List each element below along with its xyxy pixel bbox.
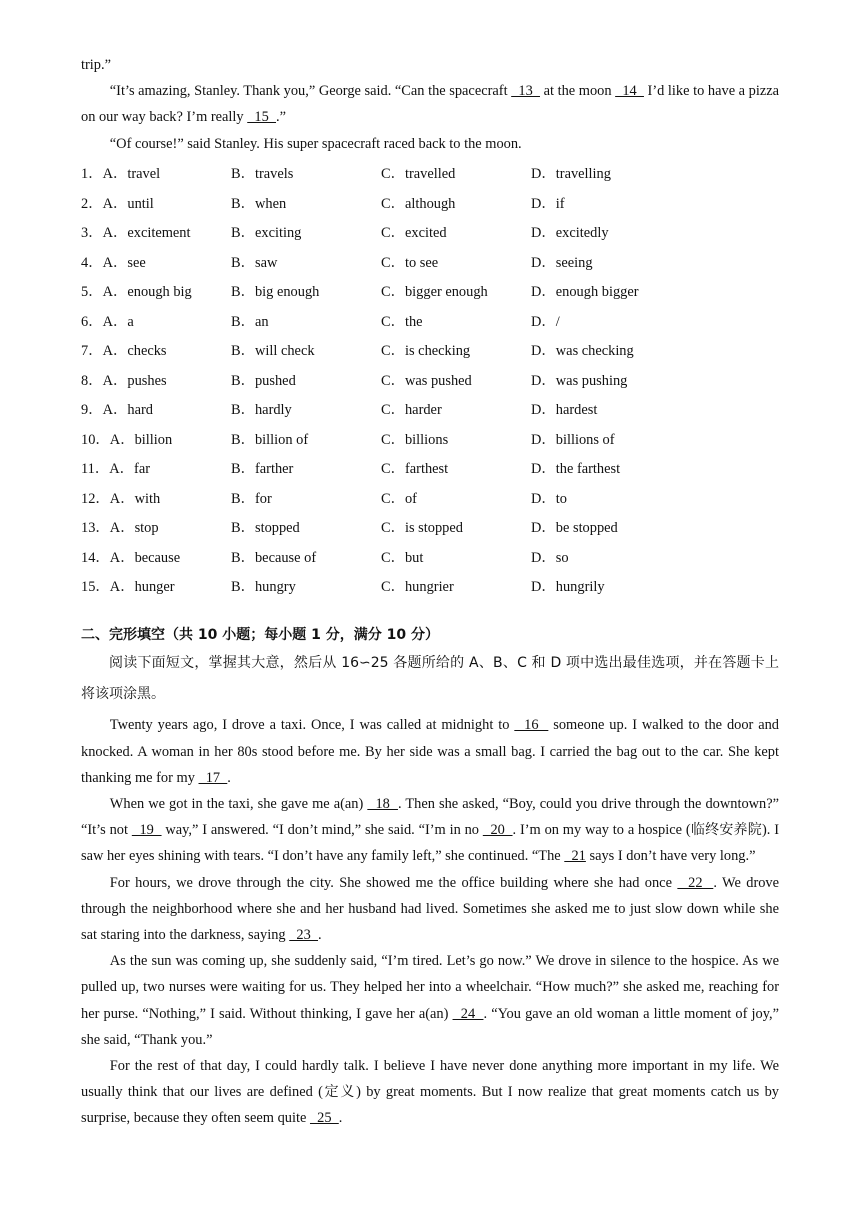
option-group-first	[81, 575, 231, 596]
question-number: 15．	[81, 579, 110, 596]
text: When we got in the taxi, she gave me a(an)	[109, 795, 368, 812]
option-d: D．billions of	[531, 431, 615, 448]
passage1-last-line: “Of course!” said Stanley. His super spacecraft raced back to the moon.	[109, 135, 522, 152]
option-a: A．because	[109, 549, 181, 566]
question-number: 4．	[81, 254, 103, 271]
option-group-first	[81, 516, 231, 537]
option-c: C．of	[381, 490, 417, 507]
option-b: B．billion of	[231, 431, 309, 448]
options-list	[81, 158, 779, 601]
option-c: C．harder	[381, 402, 442, 419]
option-b: B．stopped	[231, 520, 300, 537]
option-row-8	[81, 364, 779, 394]
option-a: A．a	[102, 313, 134, 330]
section-instruction: 阅读下面短文，掌握其大意，然后从 16∽25 各题所给的 A、B、C 和 D 项中选出最佳选项，并在答题卡上将该项涂黑。	[81, 655, 779, 703]
option-b: B．hungry	[231, 579, 296, 596]
option-c: C．excited	[381, 225, 447, 242]
text: .”	[276, 109, 287, 126]
text: way,” I answered. “I don’t mind,” she said. “I’m in no	[161, 822, 483, 839]
text: .	[318, 926, 322, 943]
option-d: D．/	[531, 313, 560, 330]
blank-17: 17	[198, 769, 228, 786]
option-group-first	[81, 162, 231, 183]
text: For hours, we drove through the city. She showed me the office building where she had once	[109, 874, 678, 891]
question-number: 9．	[81, 402, 103, 419]
option-b: B．big enough	[231, 284, 320, 301]
option-b: B．when	[231, 195, 287, 212]
option-row-10	[81, 423, 779, 453]
question-number: 3．	[81, 225, 103, 242]
chinese-gloss: 临终安养院	[690, 822, 763, 839]
option-row-11	[81, 453, 779, 483]
option-c: C．farthest	[381, 461, 449, 478]
text: says I don’t have very long.”	[585, 848, 756, 865]
option-a: A．far	[109, 461, 151, 478]
text: As the sun was coming up, she suddenly said, “I’m tired. Let’s go now.” We drove in silence to the hospice. As we pulled up, two nurses were waiting for us. They helped her into a wheelchair. “How much?” she asked me, reaching for her purse. “Nothing,” I said. Without thinking, I gave her a(an)	[81, 953, 779, 1022]
option-c: C．was pushed	[381, 372, 472, 389]
question-number: 11．	[81, 461, 110, 478]
option-a: A．stop	[109, 520, 159, 537]
option-b: B．hardly	[231, 402, 292, 419]
option-row-6	[81, 305, 779, 335]
blank-20: 20	[482, 822, 513, 839]
question-number: 2．	[81, 195, 103, 212]
option-c: C．to see	[381, 254, 439, 271]
option-c: C．bigger enough	[381, 284, 488, 301]
chinese-gloss: 定义	[322, 1084, 357, 1101]
option-c: C．the	[381, 313, 423, 330]
passage1-line1: trip.”	[81, 57, 111, 73]
option-d: D．enough bigger	[531, 284, 639, 301]
option-row-7	[81, 335, 779, 365]
section-title: 二、完形填空（共 10 小题；每小题 1 分，满分 10 分）	[81, 627, 439, 644]
option-row-3	[81, 217, 779, 247]
option-row-4	[81, 246, 779, 276]
blank-22: 22	[677, 874, 714, 891]
option-a: A．with	[109, 490, 161, 507]
option-a: A．hard	[102, 402, 153, 419]
option-c: C．but	[381, 549, 424, 566]
option-d: D．hardest	[531, 402, 598, 419]
option-d: D．if	[531, 195, 565, 212]
option-group-first	[81, 221, 231, 242]
blank-13: 13	[511, 83, 540, 100]
text: . I’m on my way to a hospice (	[512, 822, 691, 839]
option-b: B．because of	[231, 549, 317, 566]
text: . “You gave an old woman a little moment of joy,” she said, “Thank you.”	[81, 1005, 779, 1048]
option-b: B．pushed	[231, 372, 296, 389]
option-b: B．saw	[231, 254, 278, 271]
option-d: D．was checking	[531, 343, 634, 360]
option-c: C．billions	[381, 431, 449, 448]
blank-14: 14	[615, 83, 644, 100]
option-group-first	[81, 369, 231, 390]
document-page	[81, 52, 779, 1132]
blank-15: 15	[247, 109, 277, 126]
option-row-14	[81, 541, 779, 571]
option-b: B．will check	[231, 343, 315, 360]
text: ) by great moments. But I now realize that great moments catch us by surprise, because they often seem quite	[81, 1084, 779, 1127]
passage2-paragraph-5	[81, 1053, 779, 1132]
option-row-13	[81, 512, 779, 542]
text: “It’s amazing, Stanley. Thank you,” George said. “Can the spacecraft	[109, 83, 512, 100]
question-number: 10．	[81, 431, 110, 448]
option-row-5	[81, 276, 779, 306]
option-c: C．travelled	[381, 166, 456, 183]
option-b: B．exciting	[231, 225, 302, 242]
blank-25: 25	[309, 1110, 339, 1127]
option-d: D．be stopped	[531, 520, 618, 537]
option-group-first	[81, 192, 231, 213]
blank-19: 19	[131, 822, 162, 839]
option-row-1	[81, 158, 779, 188]
option-row-2	[81, 187, 779, 217]
option-c: C．is checking	[381, 343, 471, 360]
option-a: A．see	[102, 254, 146, 271]
option-group-first	[81, 457, 231, 478]
option-b: B．an	[231, 313, 269, 330]
option-a: A．checks	[102, 343, 167, 360]
text: Twenty years ago, I drove a taxi. Once, I was called at midnight to	[109, 717, 515, 734]
blank-24: 24	[452, 1005, 484, 1022]
option-group-first	[81, 251, 231, 272]
option-group-first	[81, 280, 231, 301]
option-row-12	[81, 482, 779, 512]
passage2-paragraph-1	[81, 712, 779, 791]
blank-21: 21	[564, 848, 586, 865]
question-number: 6．	[81, 313, 103, 330]
text: at the moon	[539, 83, 616, 100]
option-d: D．to	[531, 490, 567, 507]
text: . Then she asked, “Boy, could you drive through the downtown?” “It’s not	[81, 795, 780, 839]
option-group-first	[81, 487, 231, 508]
passage2-paragraph-3	[81, 870, 779, 949]
text: ). I saw her eyes shining with tears. “I don’t have any family left,” she continued. “The	[81, 822, 780, 865]
passage1-paragraph	[81, 78, 779, 130]
option-c: C．although	[381, 195, 456, 212]
option-d: D．excitedly	[531, 225, 609, 242]
text: .	[338, 1110, 343, 1127]
text: I’d like to have a pizza on our way back? I’m really	[81, 83, 780, 126]
text: . We drove through the neighborhood where she and her husband had lived. Sometimes she asked me to just slow down while she sat staring into the darkness, saying	[81, 874, 780, 943]
question-number: 12．	[81, 490, 110, 507]
option-d: D．was pushing	[531, 372, 628, 389]
option-group-first	[81, 398, 231, 419]
question-number: 1．	[81, 166, 103, 183]
option-group-first	[81, 546, 231, 567]
blank-23: 23	[289, 926, 319, 943]
text: For the rest of that day, I could hardly talk. I believe I have never done anything more important in my life. We usually think that our lives are defined (	[81, 1057, 779, 1101]
option-group-first	[81, 339, 231, 360]
option-d: D．so	[531, 549, 569, 566]
option-d: D．travelling	[531, 166, 611, 183]
option-group-first	[81, 428, 231, 449]
question-number: 5．	[81, 284, 103, 301]
blank-18: 18	[367, 795, 398, 812]
option-a: A．hunger	[109, 579, 175, 596]
option-c: C．hungrier	[381, 579, 454, 596]
blank-16: 16	[514, 717, 549, 734]
option-row-15	[81, 571, 779, 601]
option-a: A．travel	[102, 166, 161, 183]
option-d: D．hungrily	[531, 579, 605, 596]
option-d: D．seeing	[531, 254, 593, 271]
question-number: 13．	[81, 520, 110, 537]
text: someone up. I walked to the door and knocked. A woman in her 80s stood before me. By her side was a small bag. I carried the bag out to the car. She kept thanking me for my	[81, 717, 780, 786]
option-b: B．farther	[231, 461, 294, 478]
question-number: 8．	[81, 372, 103, 389]
option-b: B．travels	[231, 166, 294, 183]
option-c: C．is stopped	[381, 520, 463, 537]
option-a: A．pushes	[102, 372, 167, 389]
passage2-paragraph-4	[81, 948, 779, 1053]
option-a: A．until	[102, 195, 154, 212]
option-a: A．billion	[109, 431, 173, 448]
option-b: B．for	[231, 490, 272, 507]
text: .	[227, 769, 231, 786]
option-d: D．the farthest	[531, 461, 621, 478]
option-a: A．enough big	[102, 284, 192, 301]
option-group-first	[81, 310, 231, 331]
question-number: 14．	[81, 549, 110, 566]
option-a: A．excitement	[102, 225, 191, 242]
option-row-9	[81, 394, 779, 424]
passage2-paragraph-2	[81, 791, 779, 870]
question-number: 7．	[81, 343, 103, 360]
